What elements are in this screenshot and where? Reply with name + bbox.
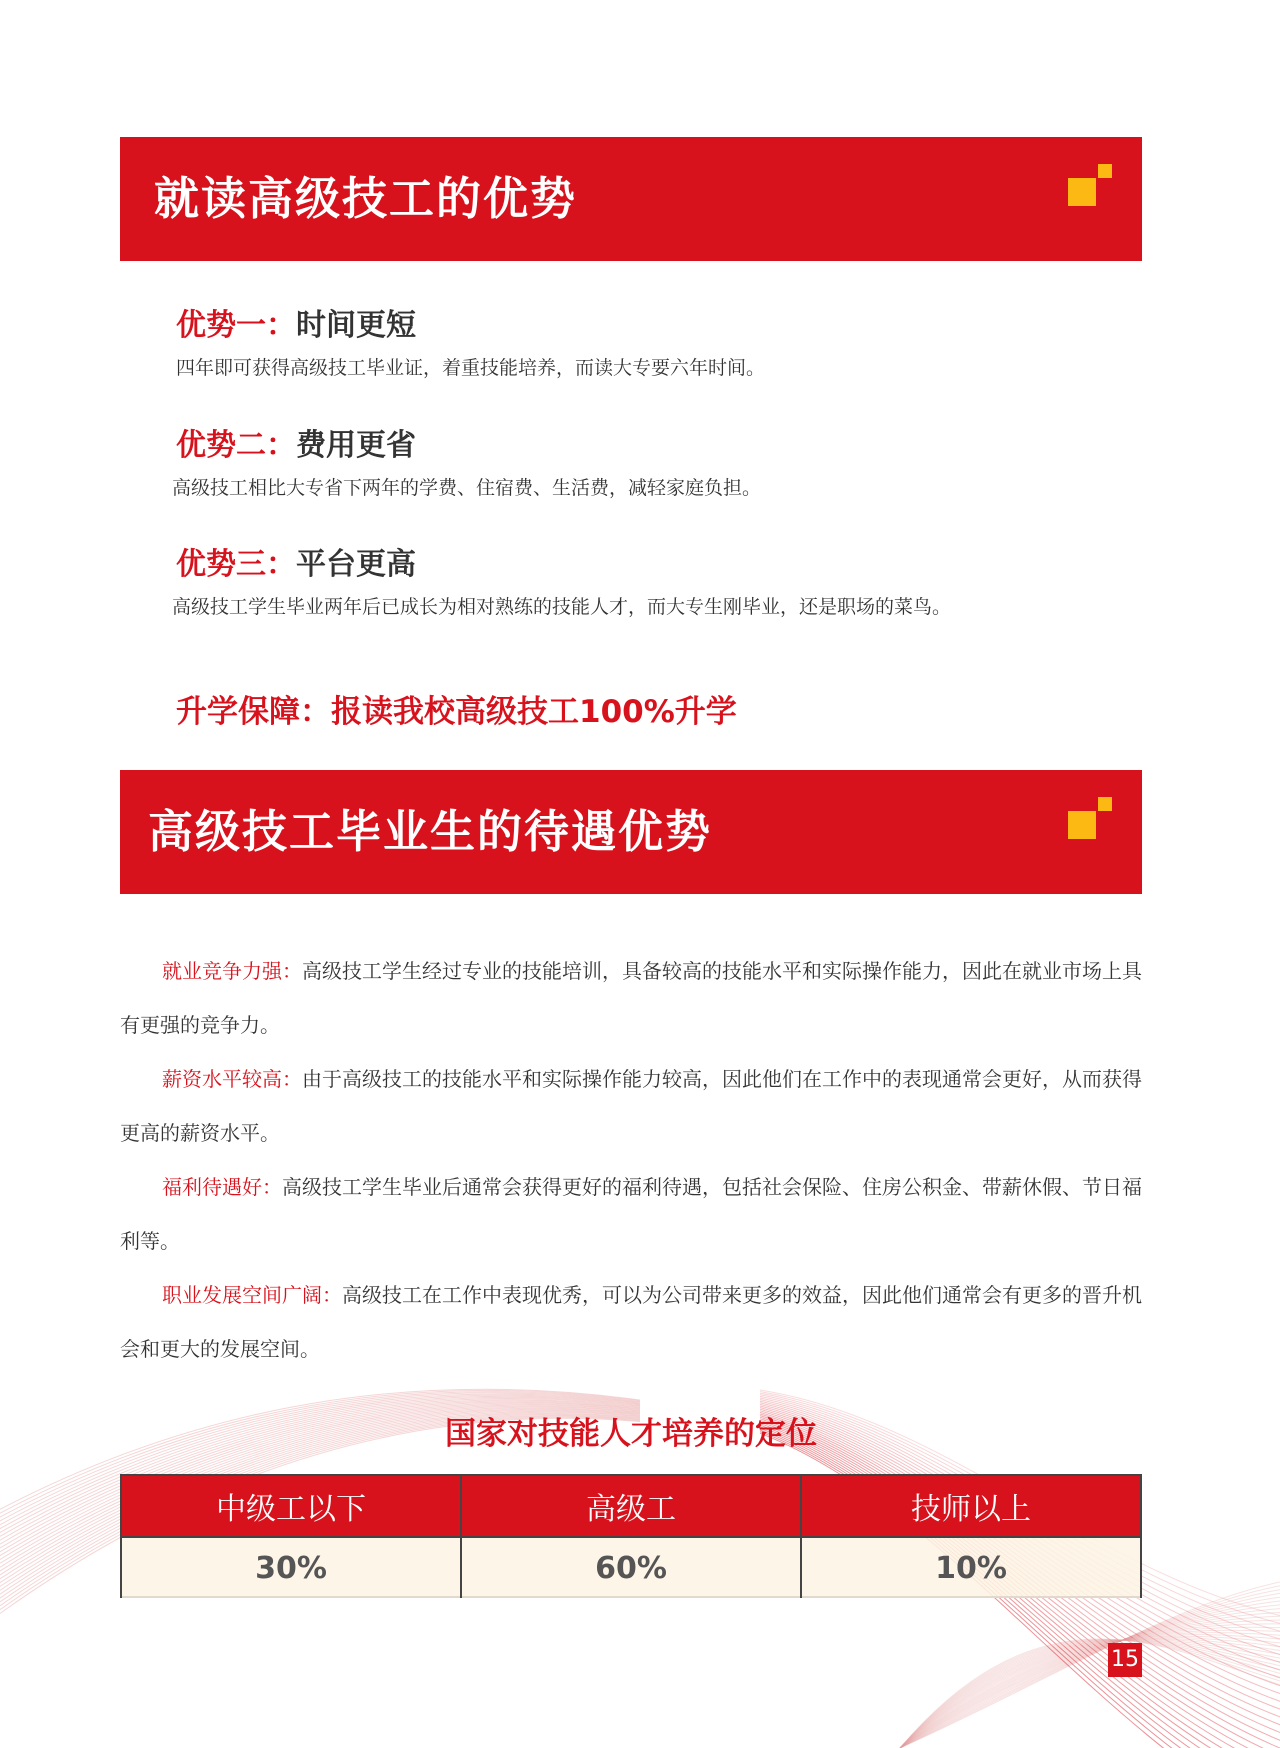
advantage-label: 优势二： (176, 428, 296, 463)
yellow-squares-icon (1068, 797, 1112, 841)
table-header-cell: 高级工 (462, 1476, 802, 1536)
section-title: 高级技工毕业生的待遇优势 (148, 805, 713, 858)
benefit-item (120, 1268, 1142, 1376)
section-banner-advantages (120, 137, 1142, 261)
section-banner-benefits (120, 770, 1142, 894)
benefit-text: 由于高级技工的技能水平和实际操作能力较高，因此他们在工作中的表现通常会更好，从而获得更高的薪资水平。 (120, 1067, 1142, 1145)
advantage-label: 优势一： (176, 308, 296, 343)
advantage-title: 平台更高 (296, 547, 416, 582)
benefit-item (120, 1052, 1142, 1160)
benefit-label: 薪资水平较高： (162, 1067, 302, 1091)
benefit-label: 福利待遇好： (162, 1175, 282, 1199)
benefits-list (120, 944, 1142, 1376)
advantage-title: 费用更省 (296, 428, 416, 463)
benefit-label: 职业发展空间广阔： (162, 1283, 342, 1307)
advantage-description: 四年即可获得高级技工毕业证，着重技能培养，而读大专要六年时间。 (176, 357, 766, 379)
table-cell: 10% (935, 1550, 1007, 1586)
benefit-item (120, 1160, 1142, 1268)
advantage-item (176, 306, 1156, 382)
table-cell: 30% (122, 1538, 462, 1598)
page-number: 15 (1108, 1643, 1142, 1677)
table-title: 国家对技能人才培养的定位 (445, 1416, 817, 1452)
benefit-item (120, 944, 1142, 1052)
table-cell: 60% (462, 1538, 802, 1598)
talent-positioning-table (120, 1474, 1142, 1598)
benefit-text: 高级技工学生毕业后通常会获得更好的福利待遇，包括社会保险、住房公积金、带薪休假、节日福利等。 (120, 1175, 1142, 1253)
yellow-squares-icon (1068, 164, 1112, 208)
benefit-text: 高级技工在工作中表现优秀，可以为公司带来更多的效益，因此他们通常会有更多的晋升机会和更大的发展空间。 (120, 1283, 1142, 1361)
table-row (122, 1538, 1140, 1598)
advantage-item (172, 426, 1156, 502)
table-header-cell: 中级工以下 (122, 1476, 462, 1536)
advantage-description: 高级技工相比大专省下两年的学费、住宿费、生活费，减轻家庭负担。 (172, 477, 762, 499)
table-header-row (122, 1476, 1140, 1538)
table-header-cell: 技师以上 (911, 1492, 1031, 1527)
benefit-text: 高级技工学生经过专业的技能培训，具备较高的技能水平和实际操作能力，因此在就业市场上具有更强的竞争力。 (120, 959, 1142, 1037)
advantage-description: 高级技工学生毕业两年后已成长为相对熟练的技能人才，而大专生刚毕业，还是职场的菜鸟。 (172, 596, 952, 618)
advantage-title: 时间更短 (296, 308, 416, 343)
benefit-label: 就业竞争力强： (162, 959, 302, 983)
enrollment-guarantee: 升学保障：报读我校高级技工100%升学 (176, 694, 737, 730)
section-title: 就读高级技工的优势 (154, 172, 578, 225)
advantage-item (172, 545, 1156, 621)
advantage-label: 优势三： (176, 547, 296, 582)
